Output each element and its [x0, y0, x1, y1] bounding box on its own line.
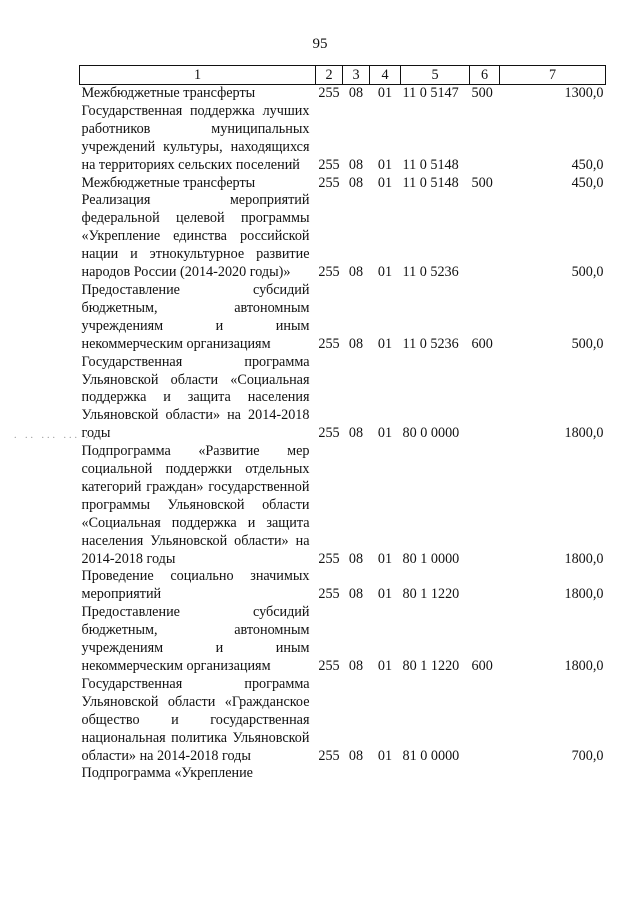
- cell-target: 11 0 5148: [402, 156, 459, 173]
- cell-amount: 1800,0: [564, 550, 604, 567]
- column-header: 2: [316, 66, 343, 85]
- table-row: [80, 765, 606, 783]
- cell-type: [470, 192, 500, 282]
- cell-type: [470, 354, 500, 444]
- cell-admin: 255: [318, 85, 340, 101]
- column-header: 7: [500, 66, 606, 85]
- table-row: [80, 568, 606, 604]
- cell-name: Государственная программа Ульяновской области «Социальная поддержка и защита населения Ульяновской области» на 2014-2018 годы: [81, 353, 310, 442]
- cell-amount: 450,0: [571, 174, 604, 191]
- cell-target: 11 0 5148: [402, 174, 459, 191]
- cell-admin: 255: [318, 156, 340, 173]
- cell-type: [470, 103, 500, 175]
- cell-name: Государственная поддержка лучших работников муниципальных учреждений культуры, находящихся на территориях сельских поселений: [81, 102, 310, 173]
- cell-name: Подпрограмма «Развитие мер социальной поддержки отдельных категорий граждан» государственной программы Ульяновской области «Социальная поддержка и защита населения Ульяновской области» на 2014-2018 годы: [81, 443, 310, 567]
- cell-target: 80 1 0000: [402, 550, 460, 567]
- cell-name: Подпрограмма «Укрепление: [81, 765, 253, 782]
- cell-admin: 255: [318, 747, 340, 764]
- scan-artifact: . .. ... ... .: [14, 430, 91, 441]
- cell-amount: 1800,0: [564, 425, 604, 442]
- cell-section: 08: [348, 264, 364, 281]
- cell-subsection: 01: [377, 550, 393, 567]
- cell-name: Государственная программа Ульяновской области «Гражданское общество и государственная национальная политика Ульяновской области» на 2014-2018 годы: [81, 675, 310, 764]
- cell-section: 08: [348, 335, 364, 352]
- table-row: [80, 175, 606, 193]
- cell-type: [470, 765, 500, 783]
- cell-admin: 255: [318, 264, 340, 281]
- cell-amount: 700,0: [571, 747, 604, 764]
- cell-subsection: 01: [377, 264, 393, 281]
- cell-section: 08: [348, 174, 364, 191]
- cell-amount: 1300,0: [564, 85, 604, 101]
- table-row: [80, 85, 606, 103]
- cell-type: [470, 443, 500, 568]
- cell-amount: 500,0: [571, 335, 604, 352]
- cell-target: 80 0 0000: [402, 425, 460, 442]
- cell-section: 08: [348, 747, 364, 764]
- cell-subsection: 01: [377, 658, 393, 674]
- cell-name: Проведение социально значимых мероприятий: [81, 568, 310, 603]
- table-header-row: [80, 66, 606, 85]
- cell-amount: 500,0: [571, 264, 604, 281]
- cell-section: 08: [348, 425, 364, 442]
- table-row: [80, 604, 606, 676]
- cell-name: Межбюджетные трансферты: [81, 174, 256, 191]
- cell-name: Межбюджетные трансферты: [81, 85, 256, 101]
- cell-target: [401, 765, 470, 783]
- table-row: [80, 282, 606, 354]
- cell-subsection: 01: [377, 586, 393, 603]
- table-row: [80, 192, 606, 282]
- cell-target: 80 1 1220: [402, 658, 460, 674]
- column-header: 5: [401, 66, 470, 85]
- cell-type: 600: [471, 335, 493, 352]
- cell-type: [470, 568, 500, 604]
- cell-target: 11 0 5147: [402, 85, 459, 101]
- budget-table: [79, 65, 606, 783]
- cell-admin: 255: [318, 586, 340, 603]
- cell-section: 08: [348, 550, 364, 567]
- column-header: 1: [80, 66, 316, 85]
- cell-section: 08: [348, 586, 364, 603]
- cell-admin: [316, 765, 343, 783]
- cell-amount: 1800,0: [564, 586, 604, 603]
- cell-subsection: 01: [377, 335, 393, 352]
- cell-amount: [500, 765, 606, 783]
- cell-section: [343, 765, 370, 783]
- cell-amount: 1800,0: [564, 658, 604, 674]
- cell-name: Реализация мероприятий федеральной целевой программы «Укрепление единства российской нации и этнокультурное развитие народов России (2014-2020 годы)»: [81, 192, 310, 281]
- cell-subsection: 01: [377, 85, 393, 101]
- table-row: [80, 354, 606, 444]
- cell-admin: 255: [318, 174, 340, 191]
- cell-admin: 255: [318, 335, 340, 352]
- cell-admin: 255: [318, 550, 340, 567]
- page-number: 95: [312, 36, 328, 52]
- cell-target: 81 0 0000: [402, 747, 460, 764]
- cell-target: 11 0 5236: [402, 335, 459, 352]
- cell-admin: 255: [318, 425, 340, 442]
- cell-subsection: 01: [377, 425, 393, 442]
- column-header: 3: [343, 66, 370, 85]
- cell-subsection: 01: [377, 156, 393, 173]
- cell-section: 08: [348, 658, 364, 674]
- cell-section: 08: [348, 85, 364, 101]
- table-row: [80, 103, 606, 175]
- cell-target: 80 1 1220: [402, 586, 460, 603]
- cell-type: 500: [471, 174, 493, 191]
- cell-type: 600: [471, 658, 493, 674]
- table-row: [80, 676, 606, 766]
- cell-subsection: [370, 765, 401, 783]
- table-row: [80, 443, 606, 568]
- cell-section: 08: [348, 156, 364, 173]
- column-header: 4: [370, 66, 401, 85]
- cell-name: Предоставление субсидий бюджетным, автономным учреждениям и иным некоммерческим организациям: [81, 604, 310, 674]
- cell-subsection: 01: [377, 747, 393, 764]
- cell-target: 11 0 5236: [402, 264, 459, 281]
- cell-type: [470, 676, 500, 766]
- cell-type: 500: [471, 85, 493, 101]
- cell-subsection: 01: [377, 174, 393, 191]
- cell-admin: 255: [318, 658, 340, 674]
- cell-name: Предоставление субсидий бюджетным, автономным учреждениям и иным некоммерческим организациям: [81, 281, 310, 352]
- column-header: 6: [470, 66, 500, 85]
- cell-amount: 450,0: [571, 156, 604, 173]
